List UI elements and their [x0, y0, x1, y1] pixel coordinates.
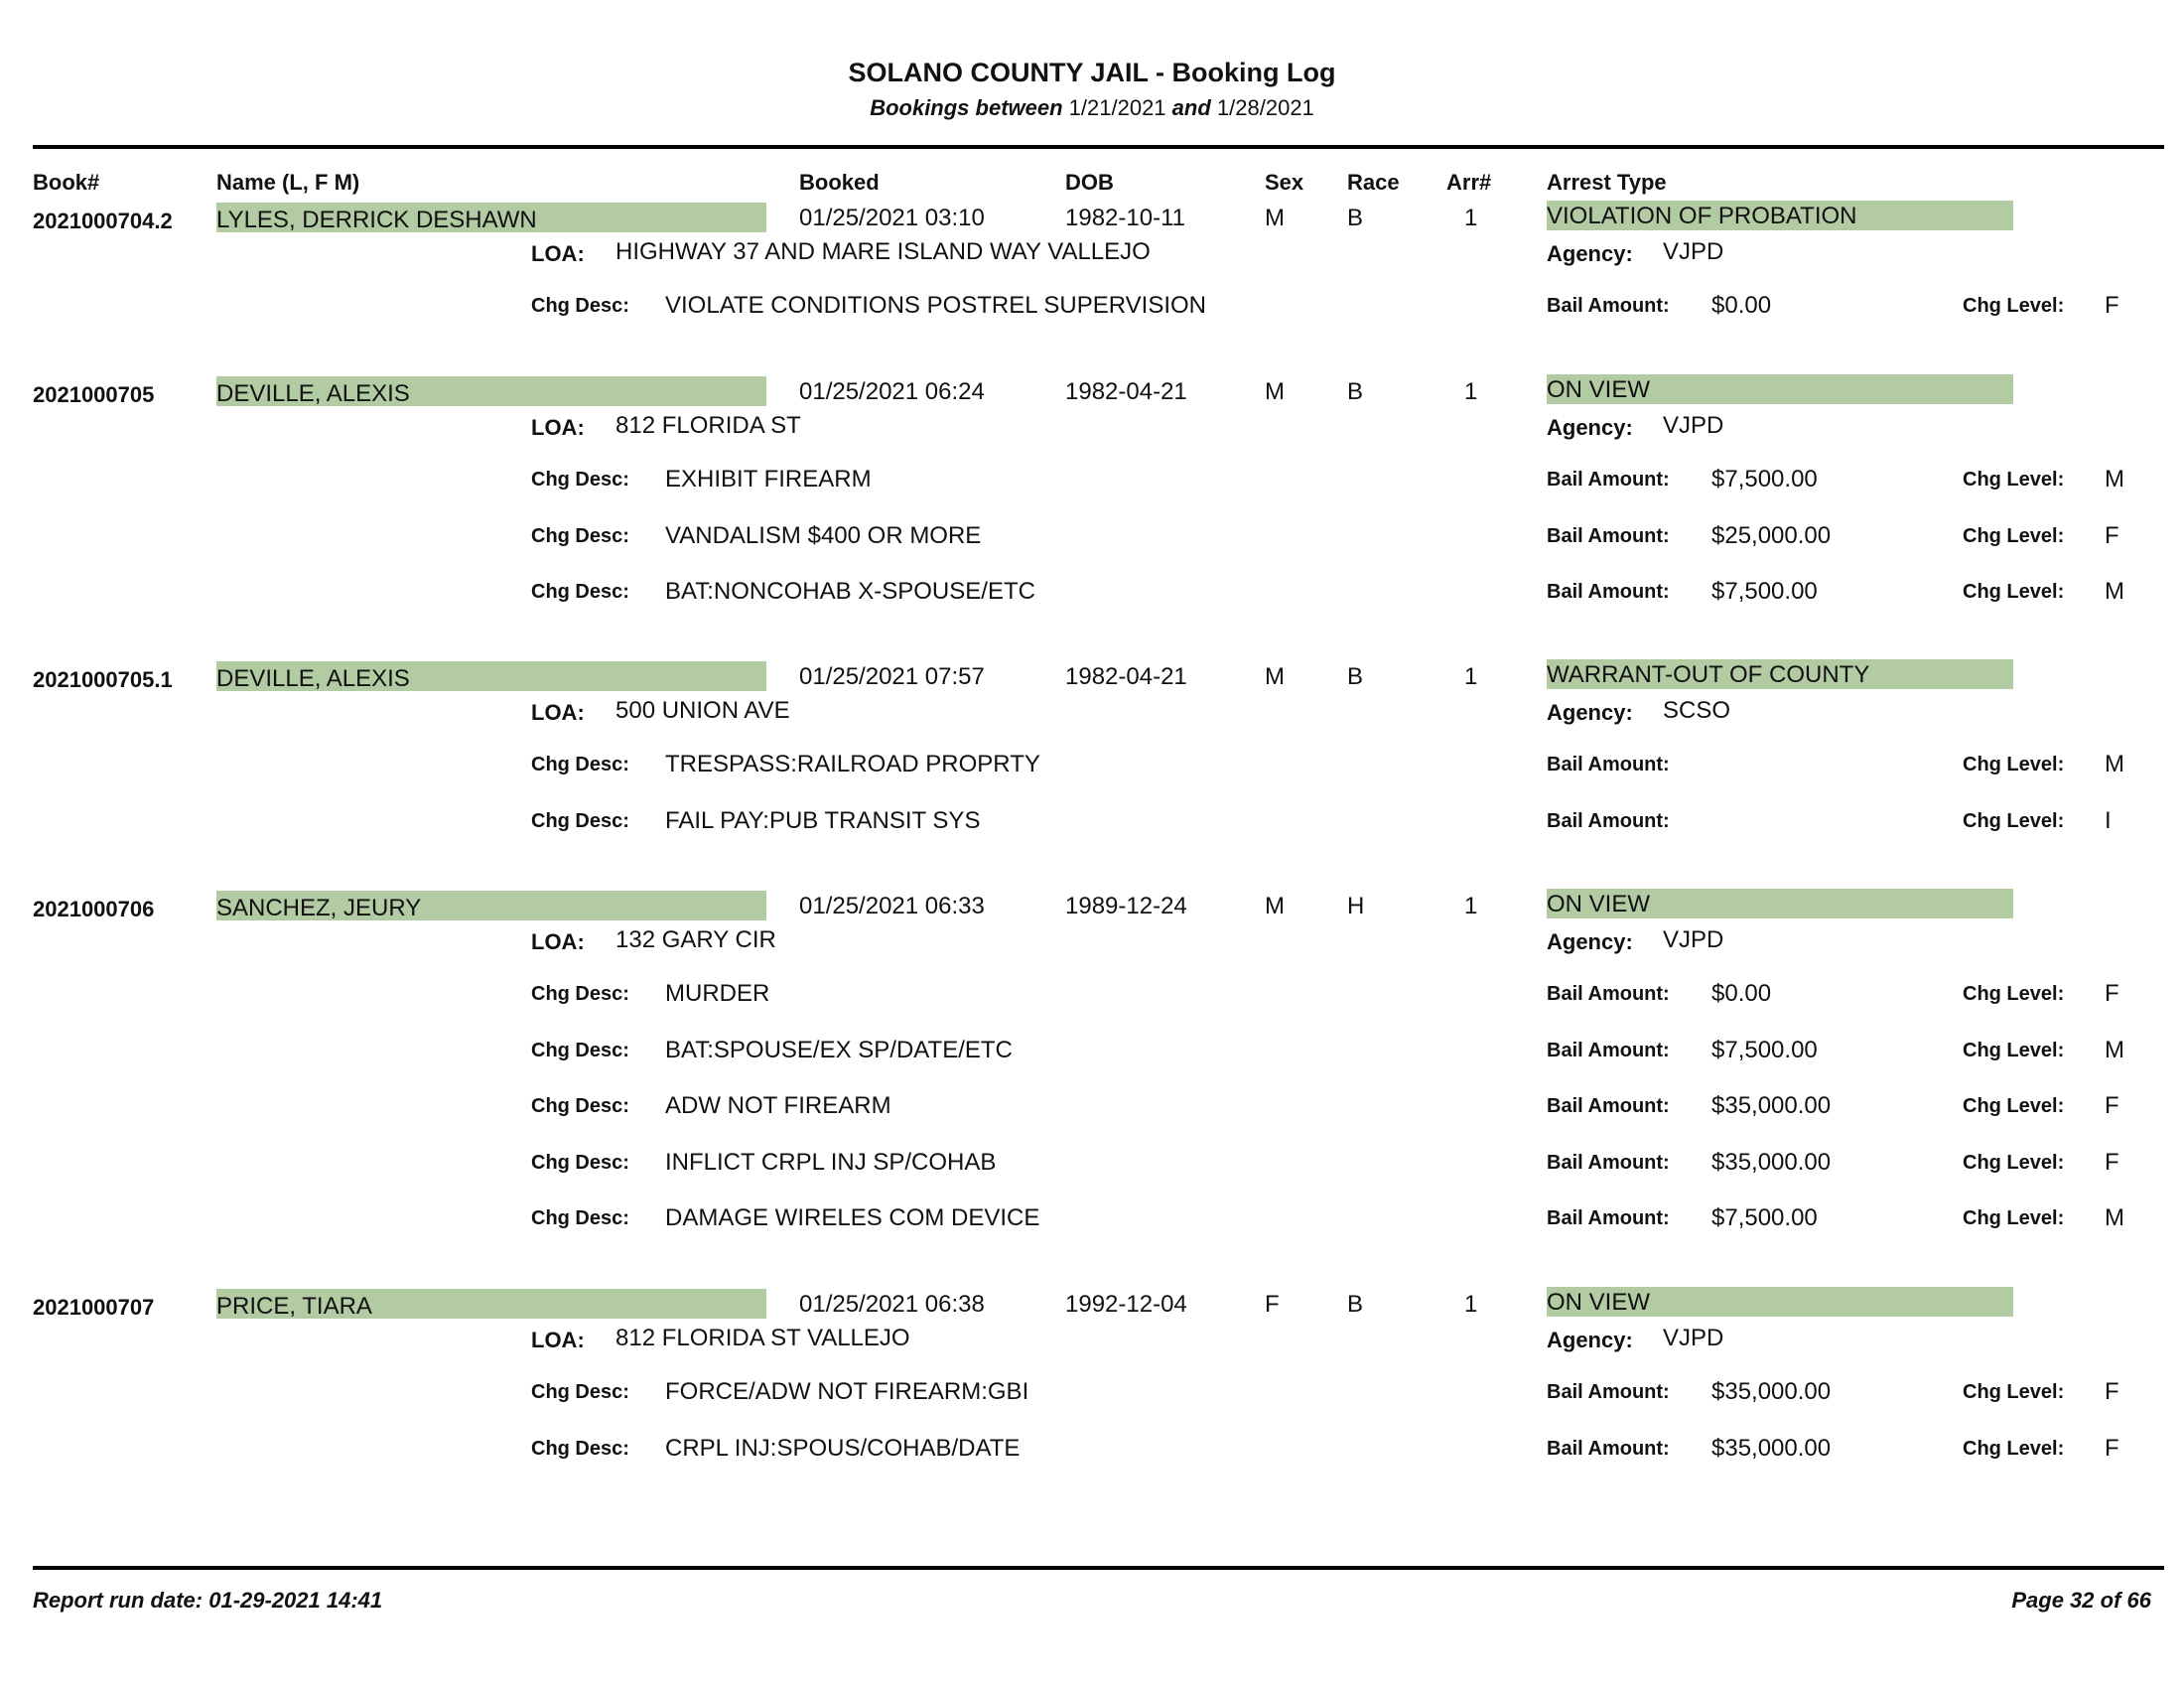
- inmate-name: DEVILLE, ALEXIS: [216, 380, 410, 407]
- agency-value: VJPD: [1663, 412, 1724, 439]
- col-arrest-type: Arrest Type: [1547, 170, 1667, 195]
- arrest-type: ON VIEW: [1547, 891, 1651, 917]
- chg-desc-label: Chg Desc:: [531, 469, 629, 491]
- col-book: Book#: [33, 170, 100, 195]
- chg-level-value: M: [2105, 1037, 2124, 1063]
- loa-label: LOA:: [531, 1328, 585, 1352]
- chg-desc-label: Chg Desc:: [531, 1207, 629, 1229]
- bail-amount-value: $25,000.00: [1711, 522, 1832, 549]
- chg-desc-label: Chg Desc:: [531, 581, 629, 603]
- chg-level-label: Chg Level:: [1963, 754, 2065, 775]
- chg-desc-value: CRPL INJ:SPOUS/COHAB/DATE: [665, 1435, 1021, 1462]
- chg-level-value: M: [2105, 751, 2124, 777]
- loa-label: LOA:: [531, 415, 585, 440]
- bail-amount-label: Bail Amount:: [1547, 1207, 1670, 1229]
- bail-amount-label: Bail Amount:: [1547, 810, 1670, 832]
- col-name: Name (L, F M): [216, 170, 360, 195]
- chg-desc-value: EXHIBIT FIREARM: [665, 466, 872, 492]
- chg-desc-value: ADW NOT FIREARM: [665, 1092, 891, 1119]
- arrest-type: ON VIEW: [1547, 376, 1651, 403]
- agency-label: Agency:: [1547, 929, 1633, 954]
- agency-label: Agency:: [1547, 241, 1633, 266]
- chg-desc-value: VIOLATE CONDITIONS POSTREL SUPERVISION: [665, 292, 1207, 319]
- col-race: Race: [1347, 170, 1400, 195]
- booked-datetime: 01/25/2021 07:57: [799, 663, 985, 690]
- bail-amount-label: Bail Amount:: [1547, 1381, 1670, 1403]
- dob: 1992-12-04: [1065, 1291, 1187, 1318]
- report-title: SOLANO COUNTY JAIL - Booking Log: [848, 58, 1336, 87]
- bail-amount-label: Bail Amount:: [1547, 1040, 1670, 1061]
- arrest-number: 1: [1464, 893, 1478, 919]
- chg-level-value: F: [2105, 980, 2119, 1007]
- agency-label: Agency:: [1547, 1328, 1633, 1352]
- sex: F: [1265, 1291, 1280, 1318]
- chg-level-label: Chg Level:: [1963, 810, 2065, 832]
- date-from: 1/21/2021: [1068, 95, 1166, 120]
- chg-level-label: Chg Level:: [1963, 295, 2065, 317]
- bail-amount-label: Bail Amount:: [1547, 525, 1670, 547]
- chg-desc-value: FORCE/ADW NOT FIREARM:GBI: [665, 1378, 1029, 1405]
- agency-label: Agency:: [1547, 700, 1633, 725]
- book-number: 2021000707: [33, 1295, 155, 1320]
- header-rule: [33, 145, 2164, 149]
- agency-value: SCSO: [1663, 697, 1731, 724]
- booked-datetime: 01/25/2021 03:10: [799, 205, 985, 231]
- agency-label: Agency:: [1547, 415, 1633, 440]
- bail-amount-value: $7,500.00: [1711, 466, 1818, 492]
- chg-level-value: F: [2105, 1378, 2119, 1405]
- sex: M: [1265, 378, 1285, 405]
- col-booked: Booked: [799, 170, 880, 195]
- sex: M: [1265, 893, 1285, 919]
- arrest-number: 1: [1464, 378, 1478, 405]
- date-to: 1/28/2021: [1216, 95, 1314, 120]
- inmate-name: SANCHEZ, JEURY: [216, 895, 422, 921]
- chg-level-value: F: [2105, 1149, 2119, 1176]
- chg-desc-label: Chg Desc:: [531, 810, 629, 832]
- race: B: [1347, 205, 1364, 231]
- race: H: [1347, 893, 1365, 919]
- chg-desc-value: FAIL PAY:PUB TRANSIT SYS: [665, 807, 981, 834]
- book-number: 2021000705.1: [33, 667, 173, 692]
- chg-level-label: Chg Level:: [1963, 469, 2065, 491]
- col-dob: DOB: [1065, 170, 1114, 195]
- bail-amount-value: $7,500.00: [1711, 1037, 1818, 1063]
- race: B: [1347, 378, 1364, 405]
- chg-desc-label: Chg Desc:: [531, 1040, 629, 1061]
- bail-amount-label: Bail Amount:: [1547, 1095, 1670, 1117]
- chg-level-label: Chg Level:: [1963, 1438, 2065, 1460]
- bail-amount-value: $7,500.00: [1711, 1204, 1818, 1231]
- booked-datetime: 01/25/2021 06:33: [799, 893, 985, 919]
- inmate-name: LYLES, DERRICK DESHAWN: [216, 207, 537, 233]
- bail-amount-value: $35,000.00: [1711, 1092, 1832, 1119]
- bail-amount-value: $7,500.00: [1711, 578, 1818, 605]
- loa-label: LOA:: [531, 929, 585, 954]
- chg-desc-label: Chg Desc:: [531, 1438, 629, 1460]
- chg-level-label: Chg Level:: [1963, 1381, 2065, 1403]
- chg-desc-label: Chg Desc:: [531, 983, 629, 1005]
- arrest-type: VIOLATION OF PROBATION: [1547, 203, 1857, 229]
- arrest-type: ON VIEW: [1547, 1289, 1651, 1316]
- sex: M: [1265, 663, 1285, 690]
- agency-value: VJPD: [1663, 926, 1724, 953]
- dob: 1982-04-21: [1065, 663, 1187, 690]
- subtitle-prefix: Bookings between: [870, 95, 1063, 120]
- dob: 1989-12-24: [1065, 893, 1187, 919]
- inmate-name: DEVILLE, ALEXIS: [216, 665, 410, 692]
- chg-desc-label: Chg Desc:: [531, 1381, 629, 1403]
- bail-amount-label: Bail Amount:: [1547, 1152, 1670, 1174]
- chg-desc-label: Chg Desc:: [531, 525, 629, 547]
- loa-label: LOA:: [531, 241, 585, 266]
- chg-level-label: Chg Level:: [1963, 581, 2065, 603]
- inmate-name: PRICE, TIARA: [216, 1293, 372, 1320]
- chg-level-value: F: [2105, 522, 2119, 549]
- chg-level-label: Chg Level:: [1963, 1207, 2065, 1229]
- arrest-number: 1: [1464, 1291, 1478, 1318]
- book-number: 2021000706: [33, 897, 155, 921]
- bail-amount-value: $35,000.00: [1711, 1435, 1832, 1462]
- bail-amount-value: $0.00: [1711, 292, 1772, 319]
- chg-desc-label: Chg Desc:: [531, 754, 629, 775]
- subtitle-and: and: [1171, 95, 1211, 120]
- sex: M: [1265, 205, 1285, 231]
- book-number: 2021000704.2: [33, 209, 173, 233]
- chg-level-value: F: [2105, 1435, 2119, 1462]
- chg-level-value: M: [2105, 1204, 2124, 1231]
- chg-level-value: I: [2105, 807, 2112, 834]
- chg-desc-value: TRESPASS:RAILROAD PROPRTY: [665, 751, 1040, 777]
- report-run-date: Report run date: 01-29-2021 14:41: [33, 1588, 383, 1613]
- race: B: [1347, 663, 1364, 690]
- booked-datetime: 01/25/2021 06:38: [799, 1291, 985, 1318]
- loa-value: 132 GARY CIR: [615, 926, 776, 953]
- chg-level-label: Chg Level:: [1963, 1152, 2065, 1174]
- chg-desc-value: DAMAGE WIRELES COM DEVICE: [665, 1204, 1040, 1231]
- bail-amount-label: Bail Amount:: [1547, 295, 1670, 317]
- chg-level-value: M: [2105, 466, 2124, 492]
- report-subtitle: [0, 95, 2184, 121]
- bail-amount-label: Bail Amount:: [1547, 1438, 1670, 1460]
- chg-level-label: Chg Level:: [1963, 525, 2065, 547]
- chg-level-value: F: [2105, 1092, 2119, 1119]
- chg-desc-label: Chg Desc:: [531, 295, 629, 317]
- booked-datetime: 01/25/2021 06:24: [799, 378, 985, 405]
- loa-label: LOA:: [531, 700, 585, 725]
- chg-desc-label: Chg Desc:: [531, 1095, 629, 1117]
- arrest-number: 1: [1464, 205, 1478, 231]
- chg-desc-value: MURDER: [665, 980, 770, 1007]
- page-number: Page 32 of 66: [2011, 1588, 2151, 1613]
- dob: 1982-04-21: [1065, 378, 1187, 405]
- chg-level-label: Chg Level:: [1963, 1095, 2065, 1117]
- race: B: [1347, 1291, 1364, 1318]
- loa-value: HIGHWAY 37 AND MARE ISLAND WAY VALLEJO: [615, 238, 1151, 265]
- dob: 1982-10-11: [1065, 205, 1185, 231]
- loa-value: 812 FLORIDA ST: [615, 412, 801, 439]
- bail-amount-value: $0.00: [1711, 980, 1772, 1007]
- col-sex: Sex: [1265, 170, 1304, 195]
- loa-value: 812 FLORIDA ST VALLEJO: [615, 1325, 910, 1351]
- bail-amount-value: $35,000.00: [1711, 1149, 1832, 1176]
- chg-desc-value: INFLICT CRPL INJ SP/COHAB: [665, 1149, 997, 1176]
- bail-amount-label: Bail Amount:: [1547, 469, 1670, 491]
- book-number: 2021000705: [33, 382, 155, 407]
- agency-value: VJPD: [1663, 1325, 1724, 1351]
- chg-desc-label: Chg Desc:: [531, 1152, 629, 1174]
- chg-level-value: F: [2105, 292, 2119, 319]
- agency-value: VJPD: [1663, 238, 1724, 265]
- chg-level-label: Chg Level:: [1963, 1040, 2065, 1061]
- bail-amount-label: Bail Amount:: [1547, 983, 1670, 1005]
- loa-value: 500 UNION AVE: [615, 697, 790, 724]
- chg-desc-value: BAT:NONCOHAB X-SPOUSE/ETC: [665, 578, 1035, 605]
- bail-amount-label: Bail Amount:: [1547, 754, 1670, 775]
- bail-amount-label: Bail Amount:: [1547, 581, 1670, 603]
- col-arr: Arr#: [1446, 170, 1492, 195]
- arrest-type: WARRANT-OUT OF COUNTY: [1547, 661, 1870, 688]
- footer-rule: [33, 1566, 2164, 1570]
- arrest-number: 1: [1464, 663, 1478, 690]
- chg-desc-value: VANDALISM $400 OR MORE: [665, 522, 982, 549]
- chg-level-value: M: [2105, 578, 2124, 605]
- chg-desc-value: BAT:SPOUSE/EX SP/DATE/ETC: [665, 1037, 1013, 1063]
- bail-amount-value: $35,000.00: [1711, 1378, 1832, 1405]
- chg-level-label: Chg Level:: [1963, 983, 2065, 1005]
